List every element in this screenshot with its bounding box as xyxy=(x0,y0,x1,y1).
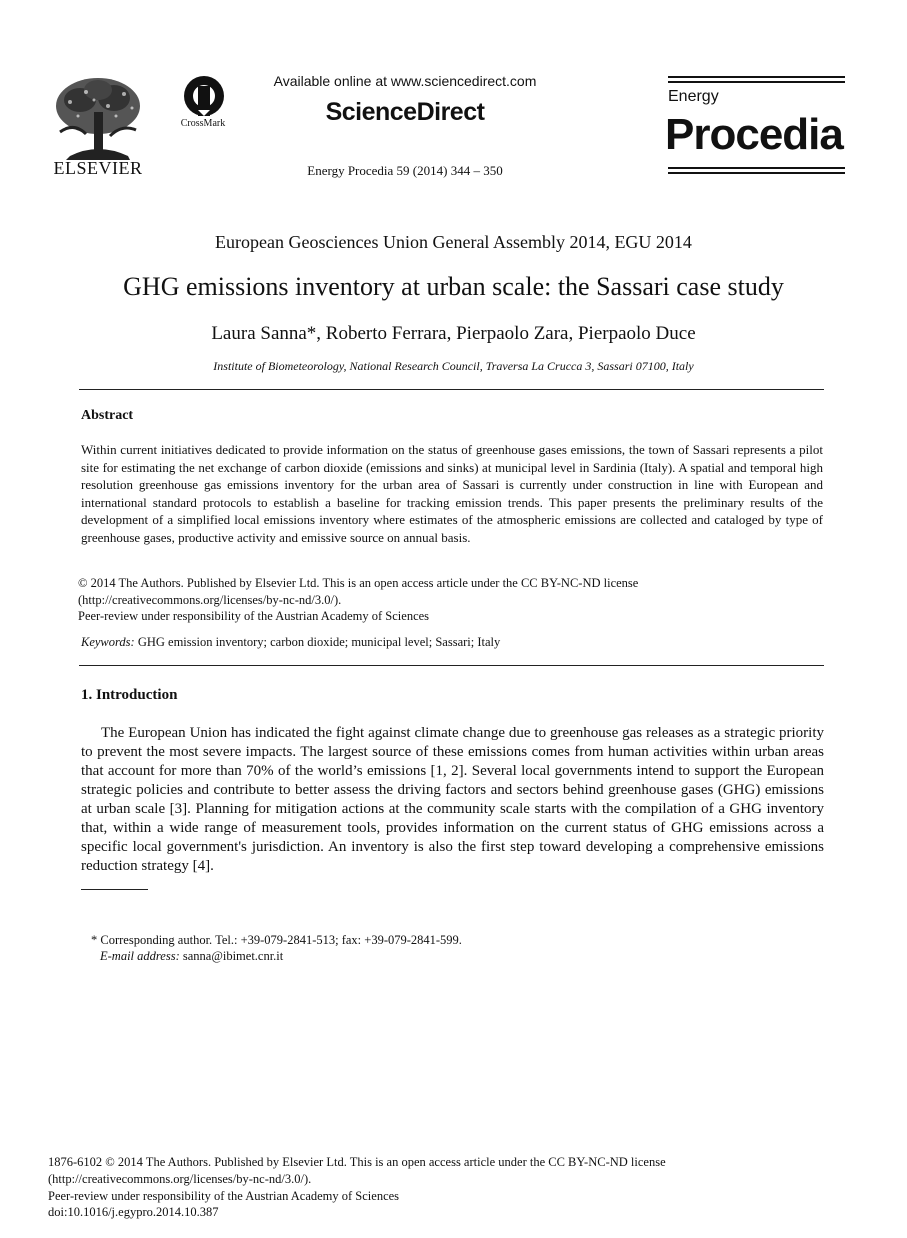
abstract-text: Within current initiatives dedicated to provide information on the status of greenhouse gases emissions, the town of Sassari represents a pilot site for estimating the net exchange of carbon dioxide (emissions and sinks) at municipal level in Sardinia (Italy). A spatial and temporal high resolution greenhouse gas emissions inventory for the urban area of Sassari is currently under construction in line with European and international standard protocols to establish a baseline for tracking emission trends. This paper presents the preliminary results of the development of a simplified local emissions inventory where estimates of the atmospheric emissions are collected and cataloged by type of greenhouse gases, productive activity and emissive source on annual basis. xyxy=(81,442,823,545)
email-label: E-mail address: xyxy=(100,949,180,963)
abstract-heading: Abstract xyxy=(81,408,134,423)
available-online-text: Available online at www.sciencedirect.com xyxy=(273,73,537,89)
conference-name: European Geosciences Union General Assembly 2014, EGU 2014 xyxy=(215,232,692,252)
crossmark-label: CrossMark xyxy=(180,118,226,129)
author-affiliation: Institute of Biometeorology, National Research Council, Traversa La Crucca 3, Sassari 07100, Italy xyxy=(213,359,694,373)
abstract-rule-bottom xyxy=(79,665,824,666)
journal-citation: Energy Procedia 59 (2014) 344 – 350 xyxy=(307,163,503,178)
copyright-block xyxy=(78,575,820,625)
peer-review-line: Peer-review under responsibility of the Austrian Academy of Sciences xyxy=(78,609,430,624)
procedia-rule-bottom-2 xyxy=(668,172,845,174)
introduction-text: The European Union has indicated the fight against climate change due to greenhouse gas releases as a strategic priority to prevent the most severe impacts. The largest source of these emissions comes from human activities within urban areas that account for more than 70% of the world’s emissions [1, 2]. Several local governments intend to support the European strategic policies and contribute to better assess the driving factors and sectors behind greenhouse gases (GHG) emissions at urban scale [3]. Planning for mitigation actions at the community scale starts with the compilation of a GHG inventory that, within a wide range of measurement tools, provides information on the current status of GHG emissions across a specific local government's jurisdiction. An inventory is also the first step toward developing a comprehensive emissions reduction strategy [4]. xyxy=(81,725,824,874)
procedia-rule-top-1 xyxy=(668,76,845,78)
footer-peer-review: Peer-review under responsibility of the Austrian Academy of Sciences xyxy=(48,1188,400,1203)
footer-issn-license: 1876-6102 © 2014 The Authors. Published by Elsevier Ltd. This is an open access article under the CC BY-NC-ND license xyxy=(48,1155,666,1169)
keywords-list: GHG emission inventory; carbon dioxide; municipal level; Sassari; Italy xyxy=(137,635,501,649)
publisher-name: ELSEVIER xyxy=(53,158,143,178)
keywords-line xyxy=(81,635,823,650)
abstract-rule-top xyxy=(79,389,824,390)
sciencedirect-logo: ScienceDirect xyxy=(325,98,485,126)
copyright-line: © 2014 The Authors. Published by Elsevier Ltd. This is an open access article under the CC BY-NC-ND license xyxy=(78,576,639,590)
email-address[interactable]: sanna@ibimet.cnr.it xyxy=(182,949,284,963)
procedia-rule-bottom-1 xyxy=(668,167,845,169)
procedia-rule-top-2 xyxy=(668,81,845,83)
journal-procedia-logo: Procedia xyxy=(665,110,843,159)
footnote-rule xyxy=(81,889,148,890)
journal-energy-label: Energy xyxy=(668,88,719,105)
keywords-label: Keywords: xyxy=(81,635,135,649)
article-title: GHG emissions inventory at urban scale: the Sassari case study xyxy=(123,272,784,301)
footer-doi[interactable]: doi:10.1016/j.egypro.2014.10.387 xyxy=(48,1205,219,1220)
footer-license-link[interactable]: (http://creativecommons.org/licenses/by-nc-nd/3.0/). xyxy=(48,1171,312,1186)
license-link[interactable]: (http://creativecommons.org/licenses/by-nc-nd/3.0/). xyxy=(78,592,342,607)
page-footer xyxy=(48,1154,808,1221)
introduction-heading: 1. Introduction xyxy=(81,687,178,703)
corresponding-author-note: * Corresponding author. Tel.: +39-079-2841-513; fax: +39-079-2841-599. xyxy=(91,933,462,947)
author-list: Laura Sanna*, Roberto Ferrara, Pierpaolo Zara, Pierpaolo Duce xyxy=(211,323,696,344)
email-note xyxy=(100,949,283,964)
